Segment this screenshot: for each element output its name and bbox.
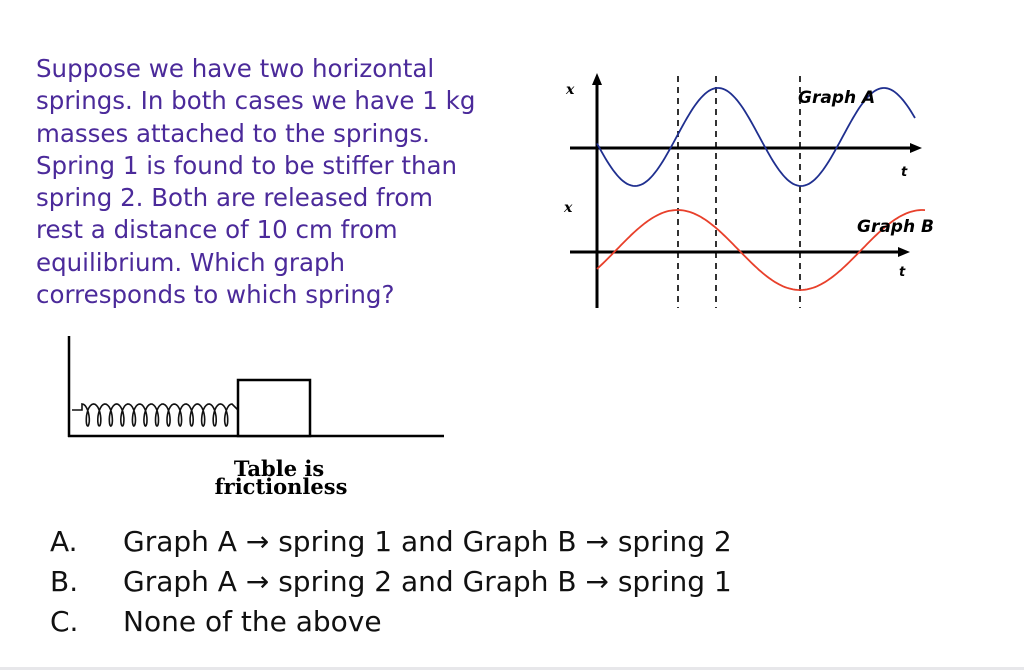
question-line: corresponds to which spring? — [36, 280, 395, 310]
graph-b-time-arrowhead — [898, 247, 910, 257]
option-letter: A. — [50, 525, 78, 558]
table-caption: Table is — [233, 456, 325, 481]
option-text: Graph A → spring 2 and Graph B → spring 1 — [123, 565, 732, 598]
graph-b-y-label: x — [564, 200, 573, 216]
graph-b-title: Graph B — [857, 217, 934, 237]
mass-block — [238, 380, 310, 436]
question-line: spring 2. Both are released from — [36, 183, 434, 213]
spring-mass-diagram — [0, 0, 460, 500]
graph-a-time-arrowhead — [910, 143, 922, 153]
option-text: Graph A → spring 1 and Graph B → spring 2 — [123, 525, 732, 558]
spring — [72, 404, 238, 426]
question-line: rest a distance of 10 cm from — [36, 215, 398, 245]
graph-a-t-label: t — [901, 165, 908, 180]
option-text: None of the above — [123, 605, 382, 638]
vertical-axis-arrowhead — [592, 73, 602, 85]
table-caption: frictionless — [214, 474, 348, 499]
graph-a-y-label: x — [566, 82, 575, 98]
question-line: equilibrium. Which graph — [36, 247, 346, 277]
graph-b-t-label: t — [899, 265, 906, 280]
question-line: masses attached to the springs. — [36, 118, 430, 148]
option-letter: B. — [50, 565, 79, 598]
question-line: springs. In both cases we have 1 kg — [36, 86, 476, 116]
question-line: Spring 1 is found to be stiffer than — [36, 150, 458, 180]
graph-a-title: Graph A — [798, 88, 876, 108]
option-letter: C. — [50, 605, 79, 638]
question-line: Suppose we have two horizontal — [36, 54, 435, 83]
